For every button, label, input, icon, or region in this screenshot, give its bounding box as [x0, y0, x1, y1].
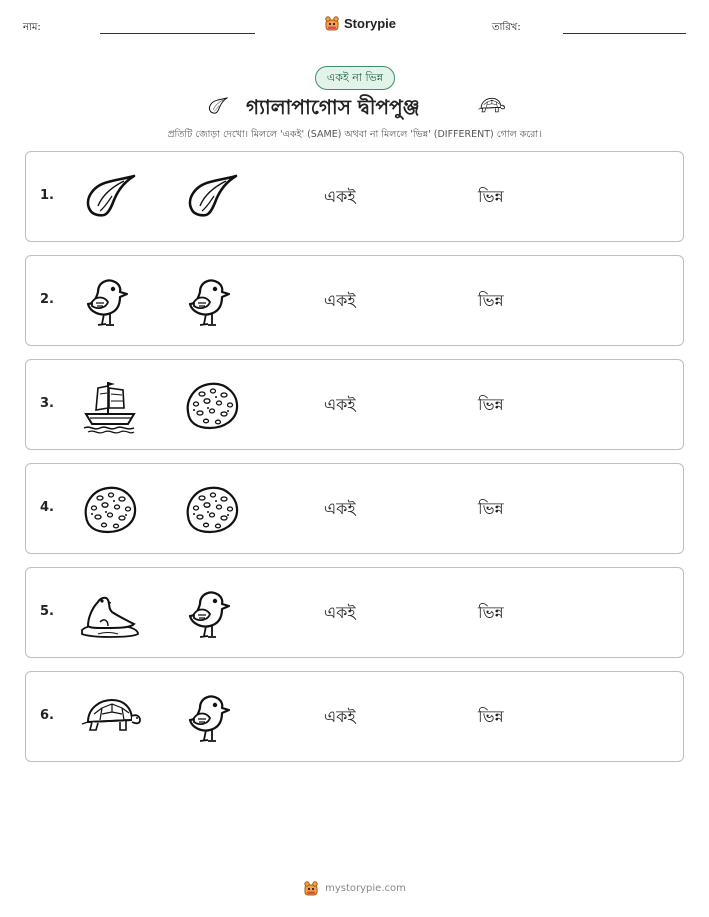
- worksheet-header: [0, 14, 709, 38]
- bird-icon: [180, 582, 244, 644]
- rock-icon: [180, 478, 244, 540]
- worksheet-type-badge: একই না ভিন্ন: [315, 66, 395, 90]
- rock-icon: [78, 478, 142, 540]
- tortoise-icon: [78, 686, 142, 748]
- footer-url: mystorypie.com: [325, 882, 406, 894]
- sea-lion-icon: [78, 582, 142, 644]
- question-row: [25, 359, 684, 450]
- option-same[interactable]: একই: [324, 603, 356, 622]
- question-number: 4.: [40, 500, 54, 515]
- storypie-logo-icon: [324, 15, 340, 31]
- brand-name: Storypie: [344, 15, 397, 31]
- question-row: [25, 463, 684, 554]
- question-number: 1.: [40, 188, 54, 203]
- bird-icon: [180, 686, 244, 748]
- date-write-line[interactable]: [563, 33, 686, 34]
- option-different[interactable]: ভিন্ন: [478, 395, 504, 414]
- name-label: নাম:: [23, 22, 41, 33]
- rock-icon: [180, 374, 244, 436]
- option-different[interactable]: ভিন্ন: [478, 291, 504, 310]
- brand: [324, 14, 396, 32]
- option-same[interactable]: একই: [324, 291, 356, 310]
- tortoise-icon: [474, 92, 508, 120]
- instructions: প্রতিটি জোড়া দেখো। মিললে 'একই' (SAME) অথবা না মিললে 'ভিন্ন' (DIFFERENT) গোল করো।: [167, 129, 542, 140]
- option-different[interactable]: ভিন্ন: [478, 707, 504, 726]
- option-same[interactable]: একই: [324, 707, 356, 726]
- page-title: গ্যালাপাগোস দ্বীপপুঞ্জ: [246, 95, 420, 119]
- ship-icon: [78, 374, 142, 436]
- question-row: [25, 255, 684, 346]
- date-label: তারিখ:: [492, 22, 521, 33]
- bird-icon: [180, 270, 244, 332]
- option-different[interactable]: ভিন্ন: [478, 499, 504, 518]
- question-row: [25, 151, 684, 242]
- name-write-line[interactable]: [100, 33, 255, 34]
- option-same[interactable]: একই: [324, 499, 356, 518]
- question-number: 3.: [40, 396, 54, 411]
- beak-icon: [78, 166, 142, 228]
- option-same[interactable]: একই: [324, 395, 356, 414]
- beak-icon: [180, 166, 244, 228]
- beak-icon: [205, 94, 231, 118]
- title-row: [0, 92, 709, 120]
- question-row: [25, 567, 684, 658]
- question-number: 2.: [40, 292, 54, 307]
- question-number: 5.: [40, 604, 54, 619]
- option-different[interactable]: ভিন্ন: [478, 603, 504, 622]
- question-row: [25, 671, 684, 762]
- option-same[interactable]: একই: [324, 187, 356, 206]
- footer: [0, 880, 709, 896]
- storypie-logo-icon: [303, 880, 319, 896]
- bird-icon: [78, 270, 142, 332]
- question-number: 6.: [40, 708, 54, 723]
- option-different[interactable]: ভিন্ন: [478, 187, 504, 206]
